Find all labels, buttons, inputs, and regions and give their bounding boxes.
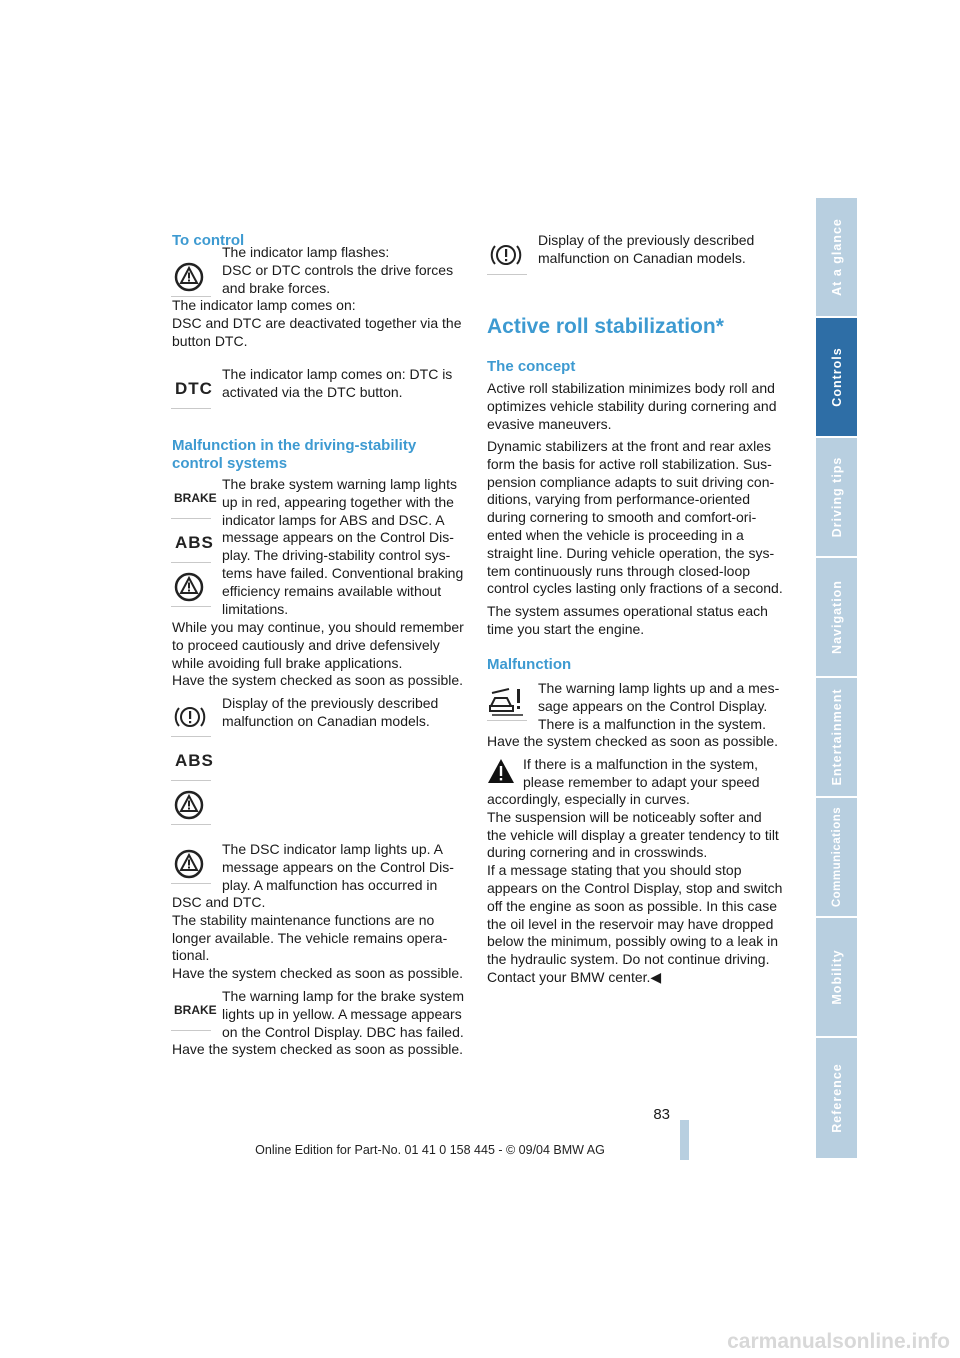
abs-icon [171,524,214,563]
text-line: during cornering to smooth and comfort-ori- [487,509,757,526]
text-line: Contact your BMW center.◀ [487,968,662,985]
tab-entertainment[interactable] [816,678,857,798]
text-line: sage appears on the Control Display. [538,697,768,714]
brake-icon [171,992,217,1031]
text-line: The system assumes operational status each [487,603,768,619]
text-line: If a message stating that you should stop [487,862,742,879]
text-line: The indicator lamp flashes: [222,244,390,260]
text-line: The indicator lamp comes on: [172,297,356,313]
online-edition-note: Online Edition for Part-No. 01 41 0 158 445 - © 09/04 BMW AG [255,1143,605,1157]
heading-malfunction: Malfunction [487,656,572,673]
text-line: the hydraulic system. Do not continue driving. [487,951,770,968]
text-line: up in red, appearing together with the [222,493,454,510]
tab-navigation[interactable] [816,558,857,678]
text-line: button DTC. [172,332,248,349]
tab-label: At a glance [829,218,844,296]
brake-icon-label: BRAKE [174,491,217,505]
dtc-icon-label: DTC [175,379,213,398]
text-line: the vehicle will display a greater tendency to tilt [487,826,779,843]
text-line: while avoiding full brake applications. [172,654,403,671]
text-line: lights up in yellow. A message appears [222,1005,462,1022]
text-line: message appears on the Control Dis- [222,529,454,546]
warning-triangle-icon [171,258,211,297]
tab-label: Controls [829,347,844,407]
heading-line: control systems [172,455,288,472]
text-line: malfunction on Canadian models. [538,249,746,266]
page-number: 83 [653,1106,670,1123]
text-line: Have the system checked as soon as possible. [487,733,779,749]
warning-triangle-icon [171,845,211,884]
text-line: pension compliance adapts to suit driving con- [487,473,775,490]
warning-triangle-icon [171,568,211,607]
text-line: Active roll stabilization minimizes body roll and [487,380,775,396]
text-line: play. The driving-stability control sys- [222,547,451,564]
text-line: please remember to adapt your speed [523,773,760,790]
text-line: Have the system checked as soon as possible. [172,672,464,689]
text-line: The suspension will be noticeably softer and [487,808,762,825]
text-line: The warning lamp lights up and a mes- [538,680,780,696]
page-marker-bar [680,1120,689,1160]
heading-active-roll-stabilization: Active roll stabilization* [487,315,724,338]
text-line: ented when the vehicle is proceeding in a [487,526,744,543]
heading-line: Malfunction in the driving-stability [172,437,417,454]
abs-icon-label: ABS [175,533,214,552]
text-line: DSC and DTC are deactivated together via the [172,314,462,331]
tab-communications[interactable] [816,798,857,918]
text-line: ditions, varying from performance-oriented [487,491,751,508]
text-line: below the minimum, possibly owing to a leak in [487,933,779,950]
tab-driving-tips[interactable] [816,438,857,558]
text-line: The warning lamp for the brake system [222,988,464,1004]
text-line: accordingly, especially in curves. [487,791,690,807]
text-line: on the Control Display. DBC has failed. [222,1023,464,1040]
text-line: Have the system checked as soon as possible. [172,965,464,982]
text-line: limitations. [222,600,289,617]
text-line: message appears on the Control Dis- [222,858,454,875]
text-line: straight line. During vehicle operation, the sys- [487,544,775,561]
text-line: Have the system checked as soon as possible. [172,1041,464,1057]
tab-mobility[interactable] [816,918,857,1038]
tab-label: Mobility [829,949,844,1005]
text-line: tem continuously runs through closed-loop [487,562,751,579]
text-line: The indicator lamp comes on: DTC is [222,366,453,382]
tab-label: Navigation [829,580,844,654]
concept-paragraph-3 [487,603,787,639]
text-line: the oil level in the reservoir may have dropped [487,915,774,932]
tab-label: Reference [829,1063,844,1133]
text-line: appears on the Control Display, stop and switch [487,879,783,896]
text-line: efficiency remains available without [222,582,442,599]
text-line: off the engine as soon as possible. In this case [487,897,778,914]
text-line: indicator lamps for ABS and DSC. A [222,511,445,528]
tab-label: Entertainment [829,688,844,786]
abs-icon-label: ABS [175,751,214,770]
text-line: The stability maintenance functions are no [172,911,435,928]
brake-icon-label: BRAKE [174,1003,217,1017]
text-line: longer available. The vehicle remains opera- [172,929,448,946]
tab-at-a-glance[interactable] [816,198,857,318]
heading-malfunction [172,437,416,473]
tab-label: Driving tips [829,456,844,538]
text-line: Dynamic stabilizers at the front and rear axles [487,438,772,454]
heading-to-control: To control [172,232,245,249]
text-line: There is a malfunction in the system. [538,715,766,732]
text-line: during cornering and in crosswinds. [487,844,708,861]
text-line: If there is a malfunction in the system, [523,756,758,772]
text-line: tems have failed. Conventional braking [222,564,464,581]
text-line: DSC and DTC. [172,894,266,910]
text-line: optimizes vehicle stability during cornering and [487,397,777,414]
text-line: The brake system warning lamp lights [222,476,457,492]
tab-label: Communications [830,806,843,908]
roll-stabilization-warning-icon [487,682,527,721]
text-line: control cycles lasting only fractions of a second. [487,580,783,597]
text-line: to proceed cautiously and drive defensively [172,636,440,653]
caution-triangle-icon [487,758,515,784]
text-line: malfunction on Canadian models. [222,712,430,729]
text-line: DSC or DTC controls the drive forces [222,261,454,278]
note-paragraph [487,791,787,987]
tab-controls[interactable] [816,318,857,438]
watermark: carmanualsonline.info [727,1330,950,1353]
text-line: tional. [172,947,210,964]
heading-the-concept: The concept [487,358,576,375]
concept-paragraph-1 [487,380,787,433]
warning-triangle-icon [171,786,211,825]
exclamation-circle-icon [487,236,527,275]
concept-paragraph-2 [487,438,787,598]
text-line: evasive maneuvers. [487,415,612,432]
text-line: time you start the engine. [487,620,645,637]
text-line: While you may continue, you should remember [172,619,464,635]
abs-icon [171,742,214,781]
text-line: Display of the previously described [538,232,755,248]
brake-icon [171,480,217,519]
text-line: The DSC indicator lamp lights up. A [222,841,443,857]
text-line: play. A malfunction has occurred in [222,876,438,893]
tab-reference[interactable] [816,1038,857,1160]
text-line: Display of the previously described [222,695,439,711]
text-line: activated via the DTC button. [222,383,403,400]
exclamation-circle-icon [171,698,211,737]
text-line: and brake forces. [222,279,331,296]
text-line: form the basis for active roll stabilization. Sus- [487,455,772,472]
dtc-icon [171,370,211,409]
